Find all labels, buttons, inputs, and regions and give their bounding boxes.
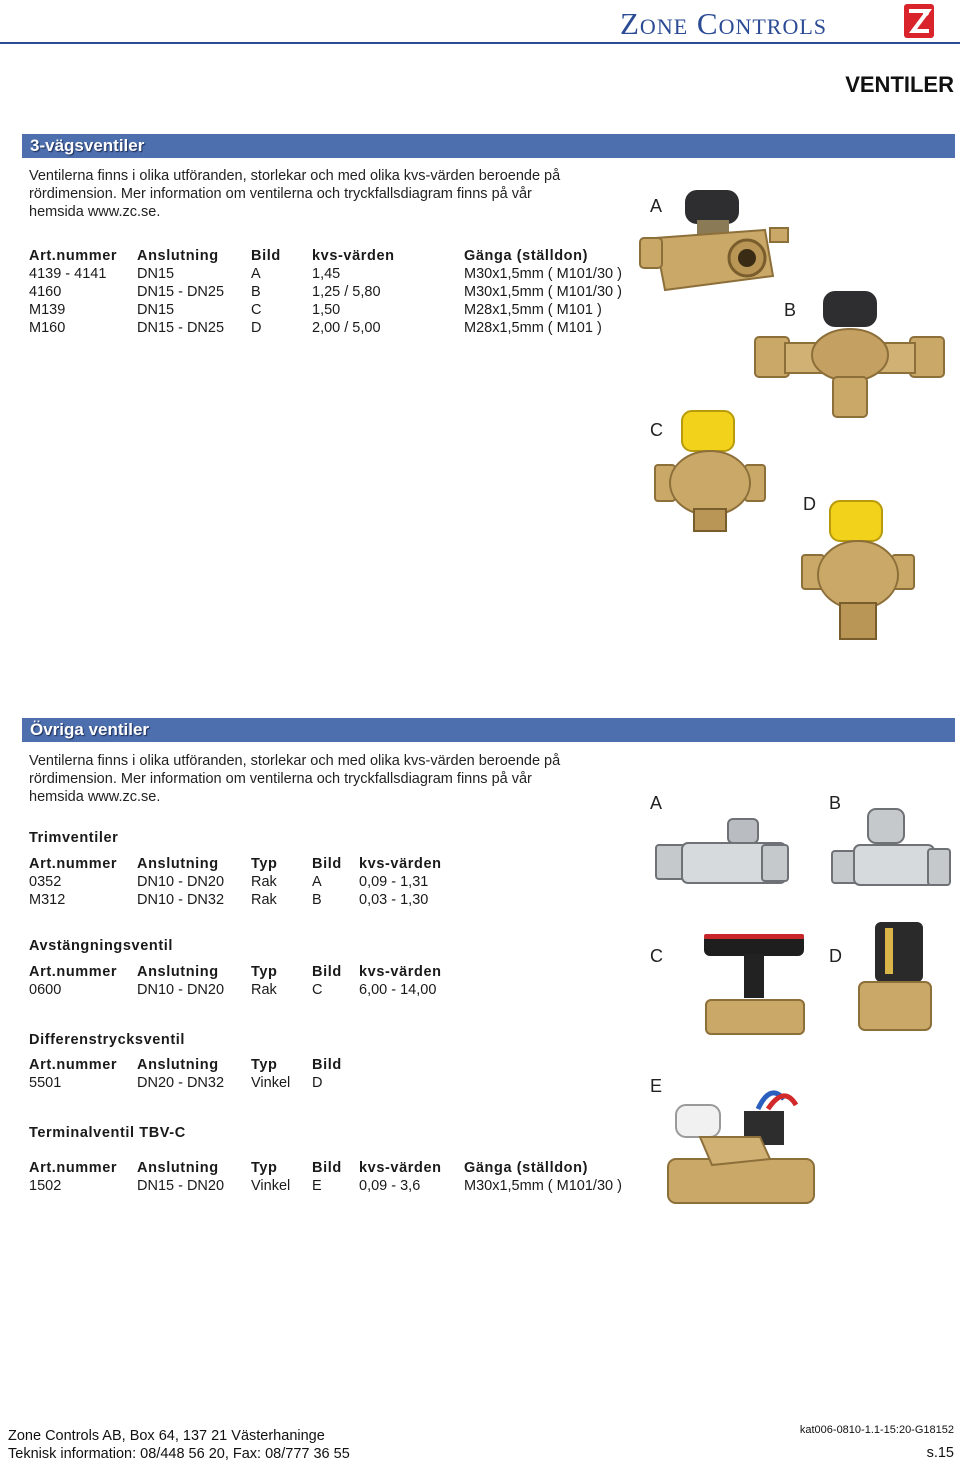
trim-valve-b-image [828, 805, 953, 895]
header-rule [0, 42, 960, 44]
col-header: Bild [312, 964, 342, 980]
table-cell: M28x1,5mm ( M101 ) [464, 320, 602, 336]
table-cell: C [312, 982, 323, 998]
section-title: Övriga ventiler [30, 720, 150, 739]
table-cell: B [312, 892, 322, 908]
image-label: A [650, 196, 663, 216]
col-header: Art.nummer [29, 1160, 118, 1176]
image-label: B [829, 793, 842, 813]
table-cell: DN10 - DN20 [137, 982, 225, 998]
col-header: Art.nummer [29, 248, 118, 264]
footer-contact: Teknisk information: 08/448 56 20, Fax: 08/777 36 55 [8, 1446, 350, 1462]
col-header: kvs-värden [359, 856, 442, 872]
table-cell: 1,45 [312, 266, 341, 282]
section-title: 3-vägsventiler [30, 136, 145, 155]
section-bar-other [22, 718, 955, 742]
footer-code: kat006-0810-1.1-15:20-G18152 [799, 1424, 954, 1436]
subsection-title: Trimventiler [29, 830, 119, 846]
table-cell: M30x1,5mm ( M101/30 ) [464, 284, 622, 300]
table-cell: A [251, 266, 261, 282]
col-header: Anslutning [137, 1057, 219, 1073]
table-cell: M30x1,5mm ( M101/30 ) [464, 1178, 622, 1194]
differential-pressure-valve-d-image [855, 918, 935, 1033]
col-header: Bild [251, 248, 281, 264]
brand-mark-icon [904, 4, 934, 38]
table-cell: M28x1,5mm ( M101 ) [464, 302, 602, 318]
table-cell: M30x1,5mm ( M101/30 ) [464, 266, 622, 282]
page-title: VENTILER [845, 72, 954, 97]
image-label: B [784, 300, 797, 320]
subsection-title: Differenstrycksventil [29, 1032, 186, 1048]
table-cell: C [251, 302, 262, 318]
image-label: E [650, 1076, 663, 1096]
col-header: Gänga (ställdon) [464, 248, 588, 264]
table-cell: 4139 - 4141 [29, 266, 107, 282]
three-way-valve-b-image [745, 285, 950, 420]
table-cell: 6,00 - 14,00 [359, 982, 437, 998]
col-header: kvs-värden [359, 1160, 442, 1176]
table-cell: Vinkel [251, 1075, 291, 1091]
col-header: Anslutning [137, 964, 219, 980]
col-header: Typ [251, 964, 278, 980]
table-cell: 0,09 - 3,6 [359, 1178, 421, 1194]
image-label: A [650, 793, 663, 813]
table-cell: DN15 [137, 302, 175, 318]
section-intro: Ventilerna finns i olika utföranden, storlekar och med olika kvs-värden beroende på rördimension. Mer information om ventilerna och tryckfallsdiagram finns på vår hemsida www.zc.se. [29, 753, 561, 805]
table-cell: DN15 - DN25 [137, 284, 225, 300]
table-cell: DN10 - DN32 [137, 892, 225, 908]
col-header: Anslutning [137, 248, 219, 264]
col-header: kvs-värden [359, 964, 442, 980]
table-cell: A [312, 874, 322, 890]
terminal-valve-e-image [660, 1075, 820, 1210]
footer-address: Zone Controls AB, Box 64, 137 21 Västerhaninge [8, 1428, 325, 1444]
table-cell: M139 [29, 302, 66, 318]
table-cell: M312 [29, 892, 66, 908]
table-cell: D [312, 1075, 323, 1091]
col-header: Typ [251, 1160, 278, 1176]
col-header: Bild [312, 1160, 342, 1176]
table-cell: DN15 - DN25 [137, 320, 225, 336]
table-cell: 0600 [29, 982, 62, 998]
image-label: C [650, 946, 663, 966]
subsection-title: Avstängningsventil [29, 938, 174, 954]
table-cell: B [251, 284, 261, 300]
image-label: D [829, 946, 842, 966]
table-cell: Rak [251, 982, 277, 998]
three-way-valve-c-image [650, 405, 770, 535]
page-number: s.15 [926, 1445, 954, 1461]
trim-valve-a-image [652, 815, 792, 895]
col-header: Art.nummer [29, 964, 118, 980]
brand-logo [620, 4, 956, 41]
table-cell: DN15 [137, 266, 175, 282]
table-cell: 0352 [29, 874, 62, 890]
table-cell: Vinkel [251, 1178, 291, 1194]
section-bar-3-way [22, 134, 955, 158]
table-cell: DN15 - DN20 [137, 1178, 225, 1194]
table-cell: Rak [251, 874, 277, 890]
table-cell: 2,00 / 5,00 [312, 320, 381, 336]
table-cell: 1502 [29, 1178, 62, 1194]
table-cell: DN20 - DN32 [137, 1075, 225, 1091]
image-label: C [650, 420, 663, 440]
table-cell: DN10 - DN20 [137, 874, 225, 890]
table-cell: E [312, 1178, 322, 1194]
table-cell: 1,50 [312, 302, 341, 318]
shutoff-valve-c-image [700, 930, 810, 1038]
table-cell: 4160 [29, 284, 62, 300]
col-header: Bild [312, 856, 342, 872]
col-header: Art.nummer [29, 856, 118, 872]
col-header: kvs-värden [312, 248, 395, 264]
section-intro: Ventilerna finns i olika utföranden, storlekar och med olika kvs-värden beroende på rördimension. Mer information om ventilerna och tryckfallsdiagram finns på vår hemsida www.zc.se. [29, 168, 561, 220]
table-cell: 0,09 - 1,31 [359, 874, 429, 890]
brand-name: Zone Controls [620, 6, 828, 41]
table-cell: 1,25 / 5,80 [312, 284, 381, 300]
table-cell: 0,03 - 1,30 [359, 892, 429, 908]
col-header: Anslutning [137, 856, 219, 872]
table-cell: D [251, 320, 262, 336]
col-header: Typ [251, 1057, 278, 1073]
col-header: Art.nummer [29, 1057, 118, 1073]
image-label: D [803, 494, 816, 514]
table-cell: 5501 [29, 1075, 62, 1091]
three-way-valve-d-image [798, 495, 918, 645]
col-header: Gänga (ställdon) [464, 1160, 588, 1176]
table-cell: Rak [251, 892, 277, 908]
col-header: Bild [312, 1057, 342, 1073]
subsection-title: Terminalventil TBV-C [29, 1125, 186, 1141]
col-header: Typ [251, 856, 278, 872]
table-cell: M160 [29, 320, 66, 336]
col-header: Anslutning [137, 1160, 219, 1176]
